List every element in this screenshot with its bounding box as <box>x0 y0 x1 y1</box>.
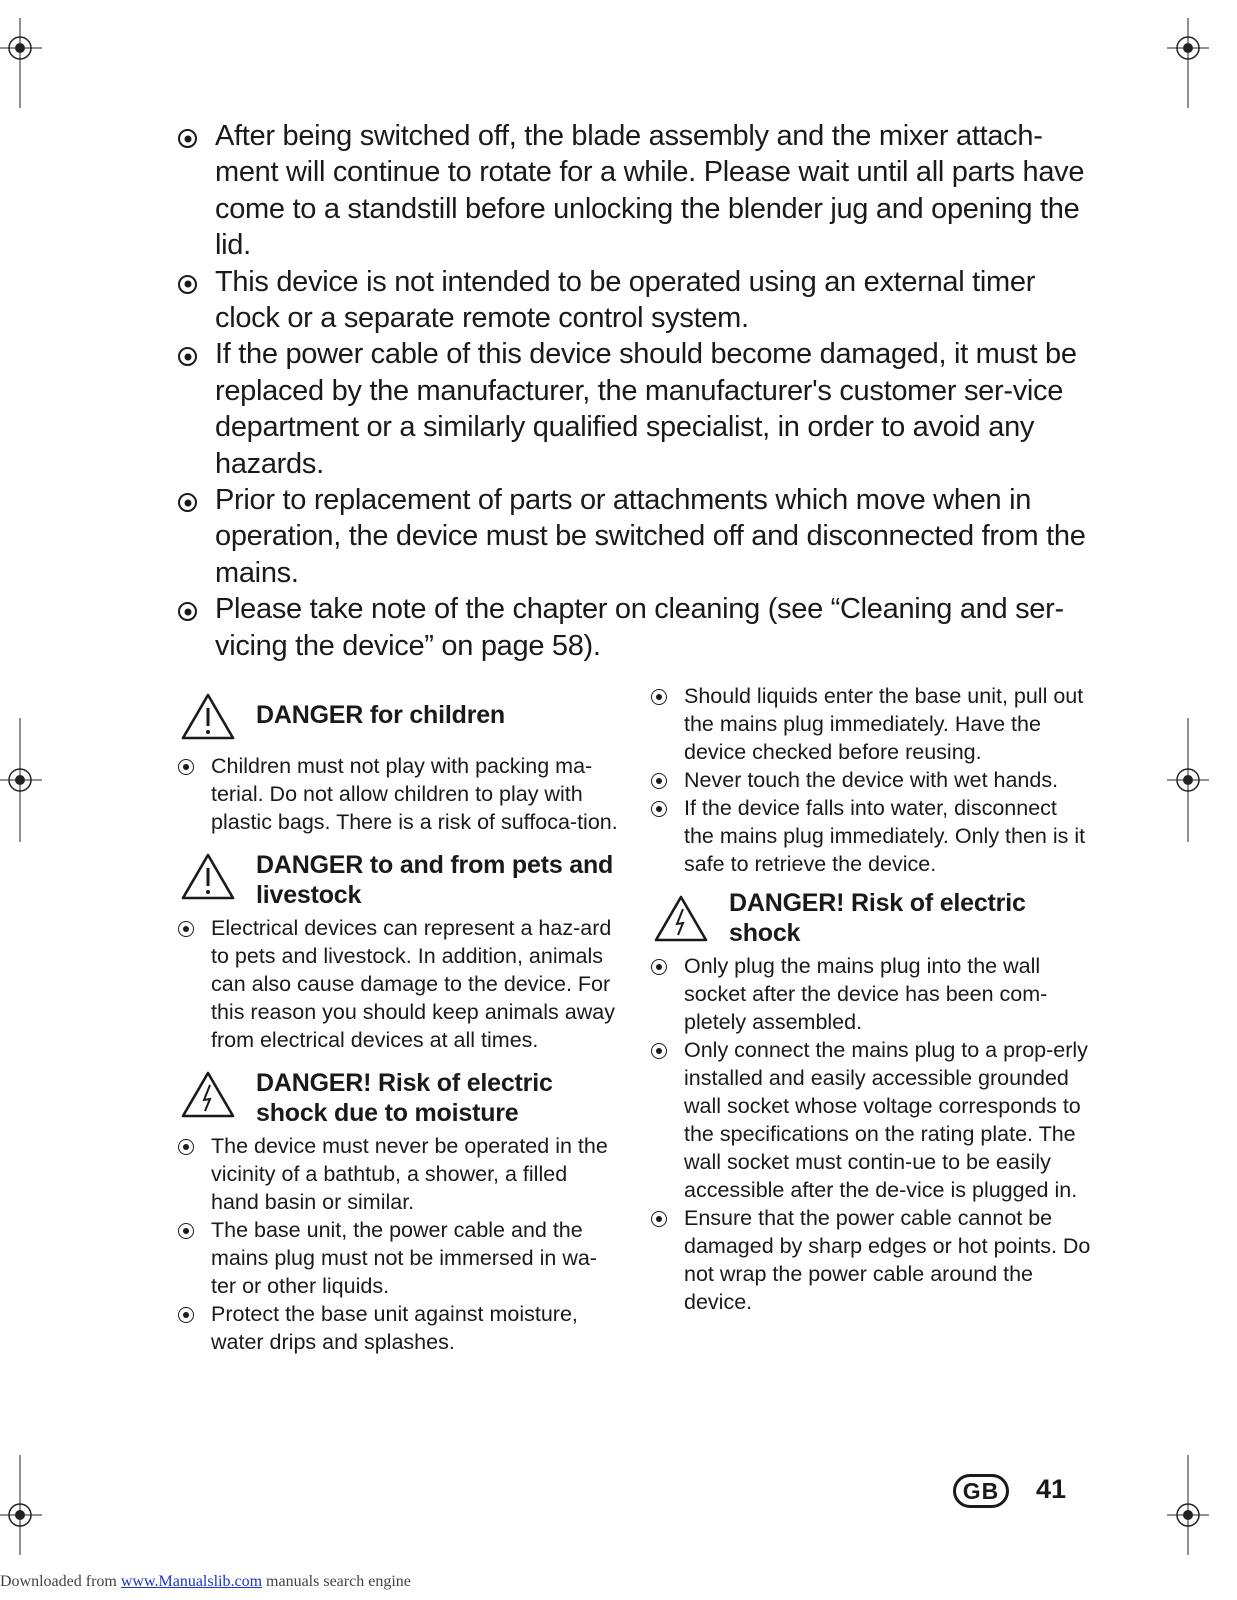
danger-pets-heading: DANGER to and from pets and livestock <box>256 851 614 909</box>
list-item-text: Only plug the mains plug into the wall socket after the device has been com-pletely assembled. <box>684 954 1048 1034</box>
list-item-text: Only connect the mains plug to a prop-erly installed and easily accessible grounded wall socket whose voltage corresponds to the specifications on the rating plate. The wall socket must contin-ue to be easily accessible after the de-vice is plugged in. <box>684 1038 1088 1202</box>
danger-children-section <box>178 690 618 836</box>
list-item-text: Children must not play with packing ma-terial. Do not allow children to play with plastic bags. There is a risk of suffoca-tion. <box>211 754 618 834</box>
list-item <box>178 1216 618 1300</box>
bullet-icon <box>651 959 667 975</box>
page-number: 41 <box>1036 1474 1067 1504</box>
list-item <box>178 336 1098 482</box>
danger-heading <box>178 850 618 910</box>
list-item-text: If the device falls into water, disconnect the mains plug immediately. Only then is it safe to retrieve the device. <box>684 796 1086 876</box>
electric-shock-triangle-icon <box>180 1070 236 1120</box>
list-item-text: The device must never be operated in the vicinity of a bathtub, a shower, a filled hand basin or similar. <box>211 1134 608 1214</box>
watermark-prefix: Downloaded from <box>0 1573 121 1590</box>
danger-shock-section <box>651 888 1091 1316</box>
electric-shock-triangle-icon <box>653 894 709 944</box>
exclamation-warning-triangle-icon <box>180 692 236 742</box>
bullet-icon <box>651 773 667 789</box>
registration-mark-middle-right-icon <box>1167 718 1209 842</box>
bullet-icon <box>178 1139 194 1155</box>
right-column <box>651 682 1091 1316</box>
list-item-text: Prior to replacement of parts or attachments which move when in operation, the device must be switched off and disconnected from the mains. <box>215 484 1086 589</box>
list-item <box>651 1204 1091 1316</box>
bullet-icon <box>651 1211 667 1227</box>
danger-heading <box>178 690 618 748</box>
list-item-text: Electrical devices can represent a haz-ard to pets and livestock. In addition, animals can also cause damage to the device. For this reason you should keep animals away from electrical devices at all times. <box>211 916 615 1052</box>
list-item <box>178 591 1098 664</box>
list-item <box>651 952 1091 1036</box>
list-item <box>178 118 1098 264</box>
list-item-text: The base unit, the power cable and the mains plug must not be immersed in wa-ter or other liquids. <box>211 1218 597 1298</box>
registration-mark-middle-left-icon <box>0 718 42 842</box>
bullet-icon <box>178 602 197 621</box>
bullet-icon <box>651 1043 667 1059</box>
bullet-icon <box>178 347 197 366</box>
language-badge: GB <box>953 1474 1009 1508</box>
bullet-icon <box>651 689 667 705</box>
danger-heading <box>178 1068 618 1128</box>
list-item <box>178 264 1098 337</box>
list-item <box>178 482 1098 591</box>
danger-children-list <box>178 752 618 836</box>
list-item-text: Never touch the device with wet hands. <box>684 768 1059 792</box>
danger-pets-section <box>178 850 618 1054</box>
list-item-text: Protect the base unit against moisture, water drips and splashes. <box>211 1302 578 1354</box>
bullet-icon <box>178 275 197 294</box>
registration-mark-bottom-right-icon <box>1167 1455 1209 1555</box>
list-item <box>651 682 1091 766</box>
list-item <box>178 1132 618 1216</box>
list-item-text: After being switched off, the blade assembly and the mixer attach-ment will continue to rotate for a while. Please wait until all parts have come to a standstill before unlocking the blender jug and opening the lid. <box>215 120 1085 262</box>
list-item-text: This device is not intended to be operated using an external timer clock or a separate remote control system. <box>215 265 1036 335</box>
danger-moisture-heading: DANGER! Risk of electric shock due to moisture <box>256 1069 553 1127</box>
list-item-text: Ensure that the power cable cannot be damaged by sharp edges or hot points. Do not wrap the power cable around the device. <box>684 1206 1091 1314</box>
danger-moisture-list <box>178 1132 618 1356</box>
registration-mark-top-right-icon <box>1167 18 1209 108</box>
list-item <box>651 1036 1091 1204</box>
bullet-icon <box>178 1223 194 1239</box>
list-item-text: If the power cable of this device should become damaged, it must be replaced by the manufacturer, the manufacturer's customer ser-vice department or a similarly qualified specialist, in order to avoid any hazards. <box>215 338 1077 480</box>
manualslib-link[interactable]: www.Manualslib.com <box>120 1573 263 1590</box>
danger-shock-list <box>651 952 1091 1316</box>
danger-shock-heading: DANGER! Risk of electric shock <box>729 889 1026 947</box>
watermark-suffix: manuals search engine <box>262 1573 411 1590</box>
list-item-text: Should liquids enter the base unit, pull out the mains plug immediately. Have the device checked before reusing. <box>684 684 1084 764</box>
list-item <box>178 1300 618 1356</box>
bullet-icon <box>178 1307 194 1323</box>
bullet-icon <box>178 129 197 148</box>
exclamation-warning-triangle-icon <box>180 852 236 902</box>
list-item-text: Please take note of the chapter on cleaning (see “Cleaning and ser-vicing the device” on page 58). <box>215 593 1064 662</box>
list-item <box>651 794 1091 878</box>
bullet-icon <box>651 801 667 817</box>
download-watermark <box>0 1573 411 1591</box>
list-item <box>178 914 618 1054</box>
list-item <box>651 766 1091 794</box>
danger-children-heading: DANGER for children <box>256 701 505 729</box>
left-column <box>178 690 618 1356</box>
danger-pets-list <box>178 914 618 1054</box>
intro-bullet-list <box>178 118 1098 664</box>
danger-heading <box>651 888 1091 948</box>
bullet-icon <box>178 493 197 512</box>
bullet-icon <box>178 921 194 937</box>
danger-moisture-section <box>178 1068 618 1356</box>
moisture-continued-list <box>651 682 1091 878</box>
registration-mark-top-left-icon <box>0 18 42 108</box>
registration-mark-bottom-left-icon <box>0 1455 42 1555</box>
bullet-icon <box>178 759 194 775</box>
list-item <box>178 752 618 836</box>
